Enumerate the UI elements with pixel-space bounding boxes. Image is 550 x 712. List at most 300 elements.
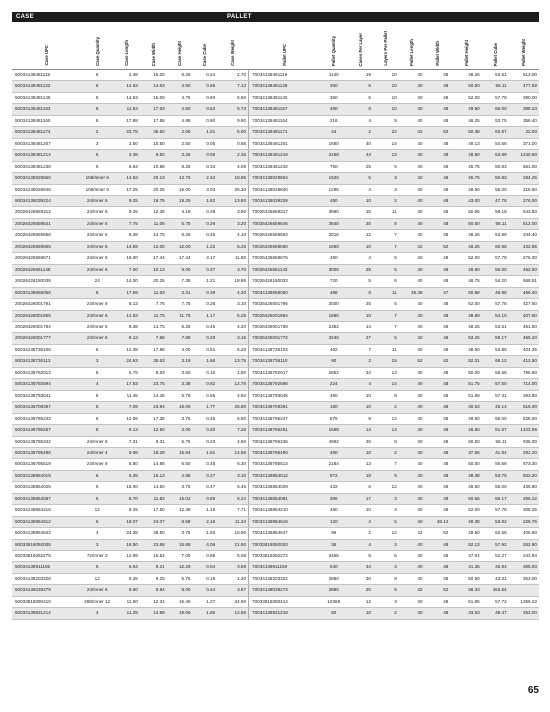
table-cell: 3960 xyxy=(320,207,347,218)
table-cell: 432.85 xyxy=(509,241,539,252)
table-cell: 6.50 xyxy=(167,459,193,470)
table-cell: 1.85 xyxy=(193,608,218,619)
table-cell: 24/Inner 6 xyxy=(82,310,113,321)
table-cell: 2 xyxy=(373,195,399,206)
table-cell: 12.06 xyxy=(113,413,140,424)
table-cell: 4 xyxy=(82,379,113,390)
table-cell: 512.00 xyxy=(509,218,539,229)
table-row xyxy=(12,344,539,355)
table-cell: 8 xyxy=(373,218,399,229)
table-cell: 513.00 xyxy=(509,70,539,81)
table-cell: 17.25 xyxy=(113,184,140,195)
table-cell: 25 xyxy=(347,299,373,310)
table-cell: 70026426001789 xyxy=(249,321,321,332)
table-cell: 480 xyxy=(320,390,347,401)
table-cell: 25 xyxy=(347,264,373,275)
table-cell: 49.50 xyxy=(450,264,481,275)
table-cell: 3.19 xyxy=(167,356,193,367)
table-cell: 70034138481126 xyxy=(249,81,321,92)
table-cell: 55.00 xyxy=(482,184,509,195)
table-cell: 15 xyxy=(347,207,373,218)
table-cell: 2 xyxy=(347,356,373,367)
table-cell: 20026426001777 xyxy=(12,333,82,344)
table-cell: 48.25 xyxy=(450,70,481,81)
table-cell: 18.06 xyxy=(167,402,193,413)
table-cell: 17.63 xyxy=(140,104,167,115)
table-cell: 70034138481232 xyxy=(249,161,321,172)
table-cell: 1.27 xyxy=(193,596,218,607)
table-cell: 48 xyxy=(425,459,451,470)
table-cell: 5.50 xyxy=(217,413,248,424)
table-cell: 15.88 xyxy=(167,539,193,550)
table-cell: 14.75 xyxy=(140,230,167,241)
table-cell: 6 xyxy=(347,81,373,92)
table-cell: 48.75 xyxy=(450,276,481,287)
table-cell: 70026426001796 xyxy=(249,299,321,310)
table-cell: 4.10 xyxy=(217,230,248,241)
table-cell: 60034138481174 xyxy=(12,127,82,138)
table-cell: 18 xyxy=(347,470,373,481)
table-cell: 40 xyxy=(399,173,425,184)
table-cell: 4.75 xyxy=(167,92,193,103)
table-cell: 56.11 xyxy=(482,81,509,92)
table-cell: 23.94 xyxy=(140,402,167,413)
table-cell: 55.56 xyxy=(482,367,509,378)
table-cell: 10 xyxy=(347,390,373,401)
table-cell: 10 xyxy=(347,310,373,321)
column-header xyxy=(509,22,539,70)
table-cell: 24/Inner 6 xyxy=(82,207,113,218)
table-cell: 11.63 xyxy=(140,287,167,298)
table-cell: 60033816092275 xyxy=(12,551,82,562)
table-cell: 5 xyxy=(373,299,399,310)
table-cell: 10.50 xyxy=(140,138,167,149)
table-cell: 48 xyxy=(425,321,451,332)
table-cell: 56.11 xyxy=(482,436,509,447)
table-cell: 7.09 xyxy=(167,551,193,562)
table-cell: 6 xyxy=(82,161,113,172)
table-cell: 40 xyxy=(399,161,425,172)
table-cell: 70034138658050 xyxy=(249,287,321,298)
table-cell: 48.50 xyxy=(450,150,481,161)
table-cell: 45.75 xyxy=(450,173,481,184)
table-cell: 50034138795267 xyxy=(12,425,82,436)
table-cell: 57.78 xyxy=(482,299,509,310)
table-cell: 216 xyxy=(320,115,347,126)
table-cell: 9.21 xyxy=(140,562,167,573)
table-cell: 19 xyxy=(347,70,373,81)
table-cell: 5.75 xyxy=(167,436,193,447)
table-cell: 15.48 xyxy=(167,596,193,607)
table-cell: 4.88 xyxy=(167,470,193,481)
table-cell: 0.90 xyxy=(193,115,218,126)
table-cell: 3.90 xyxy=(217,207,248,218)
table-cell: 6 xyxy=(82,493,113,504)
table-cell: 48.39 xyxy=(450,516,481,527)
table-cell: 48 xyxy=(425,390,451,401)
table-row xyxy=(12,390,539,401)
table-cell: 48 xyxy=(425,218,451,229)
table-cell: 276.00 xyxy=(509,253,539,264)
table-cell: 51.58 xyxy=(450,390,481,401)
table-cell: 57.50 xyxy=(482,379,509,390)
table-cell: 50034138795243 xyxy=(12,413,82,424)
table-row xyxy=(12,482,539,493)
table-cell: 412.50 xyxy=(509,356,539,367)
table-cell: 1.01 xyxy=(193,127,218,138)
table-cell: 70034138481164 xyxy=(249,115,321,126)
table-row xyxy=(12,585,539,596)
table-cell: 50034138854018 xyxy=(12,470,82,481)
table-cell: 23.88 xyxy=(140,539,167,550)
table-cell: 50034138481160 xyxy=(12,115,82,126)
table-cell: 50034138854612 xyxy=(12,516,82,527)
table-cell: 20 xyxy=(347,585,373,596)
table-cell: 47.04 xyxy=(450,551,481,562)
table-cell: 20026426659541 xyxy=(12,218,82,229)
table-cell: 50034138039224 xyxy=(12,195,82,206)
table-row xyxy=(12,413,539,424)
table-row xyxy=(12,241,539,252)
table-cell: 540 xyxy=(320,562,347,573)
table-cell: 24/Inner 6 xyxy=(82,253,113,264)
table-row xyxy=(12,150,539,161)
table-cell: 48 xyxy=(425,425,451,436)
table-cell: 4.92 xyxy=(217,390,248,401)
table-cell: 18.95 xyxy=(217,276,248,287)
table-cell: 14.63 xyxy=(113,173,140,184)
product-spec-table xyxy=(12,22,539,620)
table-cell: 3000 xyxy=(320,264,347,275)
table-body xyxy=(12,70,539,620)
table-cell: 15 xyxy=(373,356,399,367)
table-cell: 50.50 xyxy=(450,436,481,447)
table-cell: 70034138708391 xyxy=(249,402,321,413)
table-cell: 21.90 xyxy=(217,539,248,550)
table-cell: 8.50 xyxy=(113,459,140,470)
table-cell: 160 xyxy=(320,402,347,413)
table-cell: 52.00 xyxy=(450,253,481,264)
table-cell: 3.31 xyxy=(167,287,193,298)
table-cell: 6 xyxy=(373,551,399,562)
table-cell: 3.59 xyxy=(217,562,248,573)
table-cell: 15.00 xyxy=(140,92,167,103)
column-header xyxy=(320,22,347,70)
table-cell: 50034138658056 xyxy=(12,287,82,298)
table-cell: 390.00 xyxy=(509,92,539,103)
table-cell: 1.66 xyxy=(193,356,218,367)
table-cell: 48 xyxy=(425,230,451,241)
table-cell: 70034138911159 xyxy=(249,562,321,573)
table-cell: 5.00 xyxy=(217,127,248,138)
table-cell: 50034138203328 xyxy=(12,573,82,584)
table-cell: 50034138481238 xyxy=(12,161,82,172)
table-cell: 12.28 xyxy=(167,562,193,573)
table-cell: 40 xyxy=(399,551,425,562)
table-cell: 3 xyxy=(82,539,113,550)
table-row xyxy=(12,470,539,481)
table-cell: 3840 xyxy=(320,218,347,229)
table-cell: 3.38 xyxy=(113,150,140,161)
table-cell: 353.00 xyxy=(509,573,539,584)
table-cell: 70034138795261 xyxy=(249,425,321,436)
table-cell: 0.53 xyxy=(193,104,218,115)
table-cell: 66.12 xyxy=(482,356,509,367)
table-cell: 18.50 xyxy=(113,539,140,550)
table-cell: 56.11 xyxy=(482,218,509,229)
table-cell: 50.50 xyxy=(450,218,481,229)
table-cell: 1.22 xyxy=(193,241,218,252)
table-cell: 120 xyxy=(320,516,347,527)
table-cell: 53.89 xyxy=(482,230,509,241)
table-cell: 26 xyxy=(347,436,373,447)
table-cell: 14.50 xyxy=(140,482,167,493)
table-cell: 70034138481218 xyxy=(249,150,321,161)
table-cell: 3 xyxy=(373,596,399,607)
column-header xyxy=(425,22,451,70)
table-cell: 50.88 xyxy=(450,287,481,298)
table-cell: 70034138854012 xyxy=(249,470,321,481)
table-cell: 9.50 xyxy=(113,585,140,596)
table-cell: 40 xyxy=(399,596,425,607)
table-cell: 50034138854025 xyxy=(12,482,82,493)
column-header-label: Pallet UPC xyxy=(281,44,287,66)
table-cell: 22.00 xyxy=(509,127,539,138)
table-cell: 34 xyxy=(347,367,373,378)
table-cell: 70034138854210 xyxy=(249,505,321,516)
table-cell: 19.29 xyxy=(140,447,167,458)
table-row xyxy=(12,516,539,527)
table-cell: 561.00 xyxy=(509,161,539,172)
table-cell: 16.90 xyxy=(217,528,248,539)
table-cell: 44 xyxy=(347,150,373,161)
table-row xyxy=(12,459,539,470)
table-cell: 20.25 xyxy=(140,276,167,287)
table-cell: 11.45 xyxy=(113,390,140,401)
table-cell: 12 xyxy=(347,596,373,607)
table-cell: 224 xyxy=(320,379,347,390)
table-cell: 19.25 xyxy=(167,195,193,206)
table-cell: 20026426659558 xyxy=(12,230,82,241)
table-cell: 24/Inner 6 xyxy=(82,321,113,332)
table-cell: 48.69 xyxy=(450,310,481,321)
table-cell: 40 xyxy=(399,92,425,103)
table-cell: 40 xyxy=(399,264,425,275)
table-cell: 4.88 xyxy=(167,115,193,126)
table-cell: 26.30 xyxy=(217,184,248,195)
table-cell: 480 xyxy=(320,104,347,115)
table-cell: 70026426659676 xyxy=(249,253,321,264)
table-row xyxy=(12,608,539,619)
table-cell: 10 xyxy=(373,104,399,115)
table-cell: 306 xyxy=(320,493,347,504)
table-cell: 12.38 xyxy=(140,207,167,218)
table-cell: 70034138795513 xyxy=(249,459,321,470)
table-cell: 8 xyxy=(82,402,113,413)
table-cell: 2 xyxy=(373,608,399,619)
page-number: 65 xyxy=(527,685,539,696)
table-cell: 14.45 xyxy=(140,390,167,401)
table-cell: 70034138028864 xyxy=(249,173,321,184)
table-cell: 9.50 xyxy=(140,150,167,161)
table-cell: 1296 xyxy=(320,184,347,195)
table-cell: 2 xyxy=(82,127,113,138)
table-cell: 50034138911155 xyxy=(12,562,82,573)
table-cell: 6.30 xyxy=(217,459,248,470)
table-cell: 6 xyxy=(82,150,113,161)
table-cell: 6 xyxy=(373,585,399,596)
table-cell: 70034138203322 xyxy=(249,573,321,584)
table-cell: 50034138708397 xyxy=(12,402,82,413)
table-cell: 47 xyxy=(425,287,451,298)
table-row xyxy=(12,230,539,241)
table-cell: 50034138795342 xyxy=(12,436,82,447)
column-header-label: Case Quantity xyxy=(94,37,100,66)
table-cell: 70026426659560 xyxy=(249,241,321,252)
table-cell: 40 xyxy=(399,505,425,516)
table-cell: 60.98 xyxy=(482,241,509,252)
table-cell: 7 xyxy=(373,321,399,332)
column-header-label: Pallet Quantity xyxy=(331,35,337,66)
table-cell: 344.40 xyxy=(509,230,539,241)
table-cell: 50.50 xyxy=(450,573,481,584)
table-cell: 0.48 xyxy=(193,459,218,470)
table-cell: 48.47 xyxy=(482,608,509,619)
table-cell: 2.70 xyxy=(217,70,248,81)
table-cell: 48 xyxy=(425,608,451,619)
table-cell: 0.47 xyxy=(193,482,218,493)
table-cell: 7.00 xyxy=(113,264,140,275)
table-cell: 3.38 xyxy=(167,379,193,390)
table-cell: 56.17 xyxy=(482,493,509,504)
table-cell: 17.63 xyxy=(113,379,140,390)
table-cell: 48 xyxy=(425,253,451,264)
table-cell: 70034138854616 xyxy=(249,516,321,527)
table-cell: 8 xyxy=(347,413,373,424)
table-cell: 48.25 xyxy=(450,230,481,241)
table-cell: 50034138481115 xyxy=(12,70,82,81)
table-cell: 48.25 xyxy=(450,115,481,126)
table-cell: 80 xyxy=(320,608,347,619)
table-row xyxy=(12,493,539,504)
table-cell: 2.06 xyxy=(167,127,193,138)
table-cell: 52.13 xyxy=(450,539,481,550)
table-cell: 14 xyxy=(347,425,373,436)
table-row xyxy=(12,505,539,516)
table-cell: 70034138039273 xyxy=(249,585,321,596)
table-cell: 18.07 xyxy=(113,516,140,527)
table-cell: 6.50 xyxy=(217,92,248,103)
table-cell: 15.00 xyxy=(140,70,167,81)
table-cell: 10.13 xyxy=(140,264,167,275)
table-cell: 427.50 xyxy=(509,299,539,310)
table-cell: 714.00 xyxy=(509,379,539,390)
table-cell: 0.56 xyxy=(193,81,218,92)
table-cell: 40 xyxy=(399,425,425,436)
table-cell: 70034138481157 xyxy=(249,104,321,115)
table-cell: 2880 xyxy=(320,573,347,584)
table-cell: 5.22 xyxy=(217,493,248,504)
table-cell: 70034138481201 xyxy=(249,138,321,149)
table-cell: 48 xyxy=(425,161,451,172)
table-cell: 6.25 xyxy=(167,321,193,332)
table-cell: 50034138481122 xyxy=(12,81,82,92)
table-cell: 0.45 xyxy=(193,321,218,332)
table-cell: 70026426180033 xyxy=(249,276,321,287)
table-cell: 70034138736110 xyxy=(249,356,321,367)
table-cell: 50034138931214 xyxy=(12,608,82,619)
table-cell: 48 xyxy=(425,276,451,287)
table-cell: 0.20 xyxy=(193,425,218,436)
table-cell: 12 xyxy=(82,573,113,584)
table-cell: 3 xyxy=(373,184,399,195)
table-cell: 7.75 xyxy=(140,299,167,310)
table-cell: 52.00 xyxy=(450,299,481,310)
table-cell: 2652 xyxy=(320,367,347,378)
table-cell: 70026426659546 xyxy=(249,218,321,229)
table-cell: 477.59 xyxy=(509,81,539,92)
table-cell: 40 xyxy=(399,150,425,161)
table-cell: 14.56 xyxy=(217,447,248,458)
table-cell: 3 xyxy=(373,493,399,504)
table-cell: 0.29 xyxy=(193,333,218,344)
table-cell: 6.25 xyxy=(167,70,193,81)
table-cell: 573.30 xyxy=(509,459,539,470)
table-cell: 55.00 xyxy=(482,264,509,275)
table-cell: 5.75 xyxy=(113,367,140,378)
table-cell: 6 xyxy=(347,482,373,493)
table-cell: 14.63 xyxy=(140,81,167,92)
table-cell: 0.60 xyxy=(193,92,218,103)
table-cell: 388.23 xyxy=(509,104,539,115)
table-cell: 70034138792017 xyxy=(249,367,321,378)
table-cell: 0.28 xyxy=(193,299,218,310)
table-cell: 1680 xyxy=(320,138,347,149)
table-cell: 5.75 xyxy=(167,573,193,584)
table-cell: 0.04 xyxy=(193,562,218,573)
table-cell: 55.00 xyxy=(482,104,509,115)
table-cell: 11.06 xyxy=(140,218,167,229)
table-cell: 40 xyxy=(399,573,425,584)
table-cell: 3 xyxy=(82,356,113,367)
table-cell: 3240 xyxy=(320,333,347,344)
table-cell: 291.20 xyxy=(509,447,539,458)
table-cell: 24/Inner 6 xyxy=(82,195,113,206)
table-cell: 3.50 xyxy=(167,367,193,378)
table-cell: 50034138854643 xyxy=(12,528,82,539)
table-cell: 7 xyxy=(373,459,399,470)
table-cell: 40 xyxy=(399,115,425,126)
table-cell: 50.83 xyxy=(482,161,509,172)
table-cell: 40 xyxy=(399,459,425,470)
table-cell: 0.05 xyxy=(193,138,218,149)
table-cell: 70034138931218 xyxy=(249,608,321,619)
table-cell: 19.06 xyxy=(167,608,193,619)
table-cell: 50.00 xyxy=(450,367,481,378)
table-cell: 9.06 xyxy=(113,447,140,458)
table-cell: 568.51 xyxy=(509,276,539,287)
column-header xyxy=(140,22,167,70)
table-cell: 48 xyxy=(425,138,451,149)
table-cell: 40 xyxy=(399,390,425,401)
table-cell: 3.17 xyxy=(193,253,218,264)
table-cell: 55.00 xyxy=(482,413,509,424)
table-cell: 10 xyxy=(347,402,373,413)
table-cell: 5 xyxy=(373,516,399,527)
table-cell: 5.45 xyxy=(217,482,248,493)
table-cell: 11.63 xyxy=(113,104,140,115)
table-cell: 3 xyxy=(373,173,399,184)
